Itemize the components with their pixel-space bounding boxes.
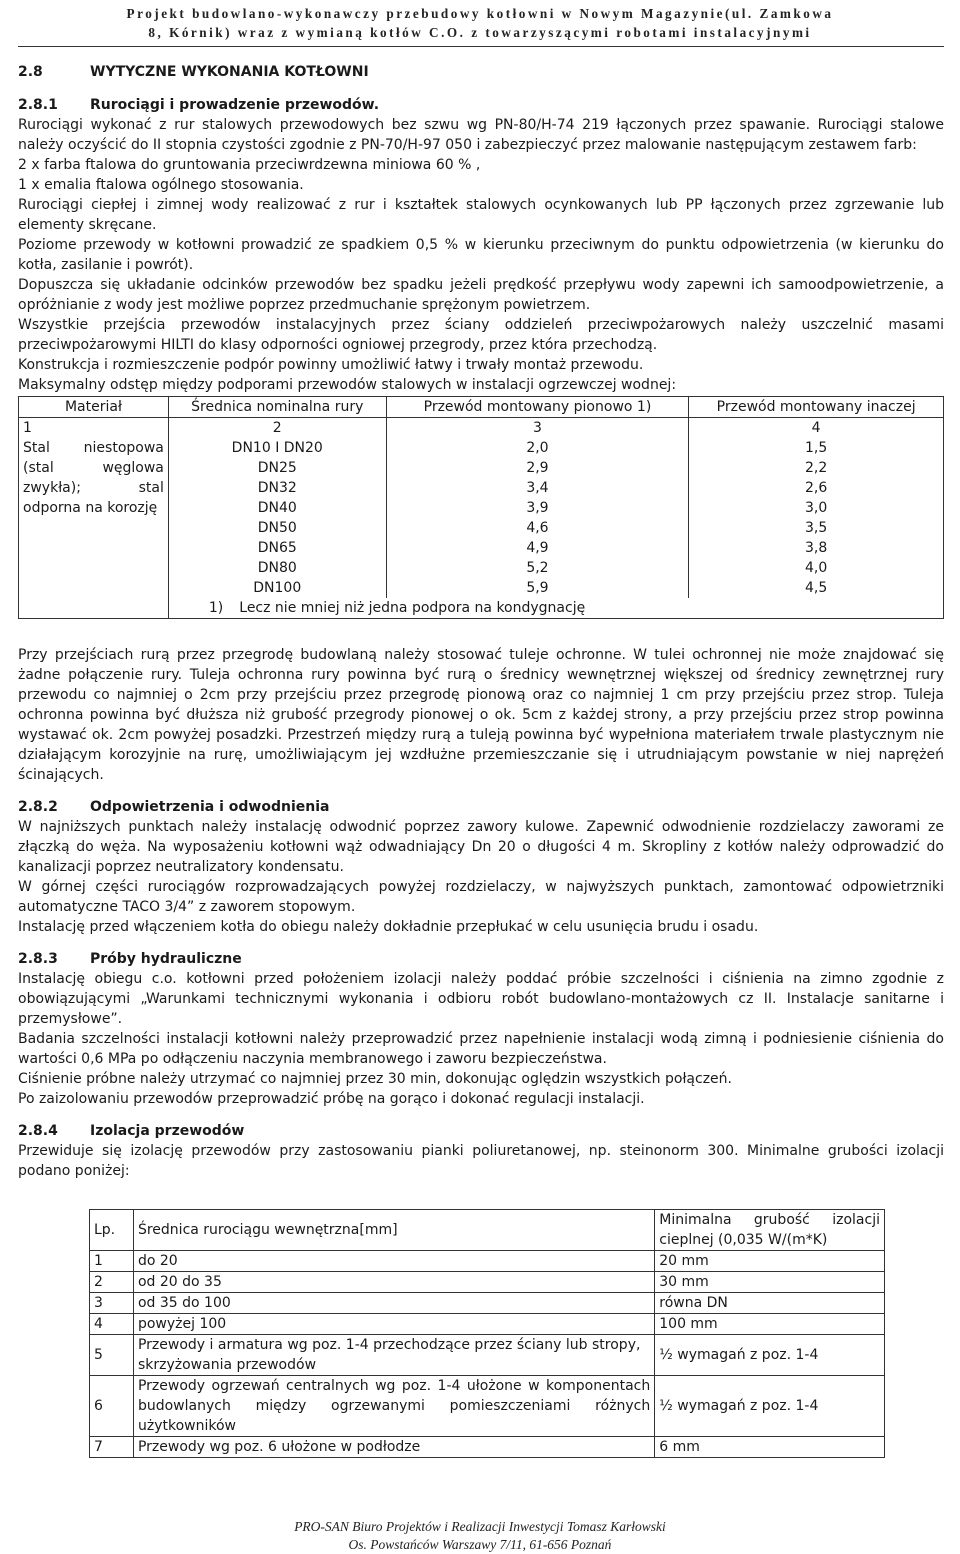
paragraph: Badania szczelności instalacji kotłowni należy przeprowadzić przez napełnienie instalacji wodą zimną i podniesienie ciśnienia do wartości 0,6 MPa po odłączeniu naczynia membranowego i zaworu bezpieczeństwa. [18, 1031, 944, 1067]
table-cell: 4,6 [386, 518, 689, 538]
section-2-8-1-heading: 2.8.1 Rurociągi i prowadzenie przewodów. [18, 97, 380, 113]
table-cell: 2 [168, 418, 386, 439]
table-cell: 2,0 [386, 438, 689, 458]
table-header-cell: Średnica rurociągu wewnętrzna[mm] [133, 1210, 654, 1251]
table-cell: 1,5 [689, 438, 944, 458]
paragraph: Rurociągi ciepłej i zimnej wody realizować z rur i kształtek stalowych ocynkowanych lub PP łączonych przez zgrzewanie lub elementy skręcane. [18, 197, 944, 233]
footer-line-2: Os. Powstańców Warszawy 7/11, 61-656 Poznań [348, 1537, 612, 1552]
document-body [18, 62, 944, 1458]
table-cell: 2,2 [689, 458, 944, 478]
paragraph: Maksymalny odstęp między podporami przewodów stalowych w instalacji ogrzewczej wodnej: [18, 377, 677, 393]
table-row [90, 1335, 885, 1376]
table-row [90, 1314, 885, 1335]
table-cell: Przewody ogrzewań centralnych wg poz. 1-4 ułożone w komponentach budowlanych między ogrzewanymi pomieszczeniami różnych użytkowników [133, 1376, 654, 1437]
table-cell: 3,5 [689, 518, 944, 538]
table-cell: Przewody i armatura wg poz. 1-4 przechodzące przez ściany lub stropy, skrzyżowania przewodów [133, 1335, 654, 1376]
paragraph: W najniższych punktach należy instalację odwodnić poprzez zawory kulowe. Zapewnić odwodnienie rozdzielaczy zaworami ze złączką do węża. Na wyposażeniu kotłowni wąż odwadniający Dn 20 o długości 4 m. Skropliny z kotłów należy odprowadzić do kanalizacji poprzez neutralizatory kondensatu. [18, 819, 944, 875]
table-cell: DN100 [168, 578, 386, 598]
paragraph: Po zaizolowaniu przewodów przeprowadzić próbę na gorąco i dokonać regulacji instalacji. [18, 1091, 645, 1107]
section-2-8-4-heading: 2.8.4 Izolacja przewodów [18, 1123, 245, 1139]
footnote-mark: 1) [208, 600, 224, 616]
paragraph: Dopuszcza się układanie odcinków przewodów bez spadku jeżeli prędkość przepływu wody zapewni ich samoodpowietrzenie, a opróżnianie z wody jest możliwe poprzez przedmuchanie sprężonym powietrzem. [18, 277, 944, 313]
table-cell: 30 mm [655, 1272, 885, 1293]
table-header-row [19, 397, 944, 418]
table-cell: 3,9 [386, 498, 689, 518]
page-footer [0, 1518, 960, 1554]
table-cell: 100 mm [655, 1314, 885, 1335]
header-divider [18, 46, 944, 47]
paragraph: Instalację przed włączeniem kotła do obiegu należy dokładnie przepłukać w celu usunięcia brudu i osadu. [18, 919, 759, 935]
table-cell: DN25 [168, 458, 386, 478]
paragraph: Instalację obiegu c.o. kotłowni przed położeniem izolacji należy poddać próbie szczelności i ciśnienia na zimno zgodnie z obowiązującymi „Warunkami technicznymi wykonania i odbioru robót budowlano-montażowych cz II. Instalacje sanitarne i przemysłowe”. [18, 971, 944, 1027]
paragraph: Ciśnienie próbne należy utrzymać co najmniej przez 30 min, dokonując oględzin wszystkich połączeń. [18, 1071, 732, 1087]
footer-line-1: PRO-SAN Biuro Projektów i Realizacji Inwestycji Tomasz Karłowski [294, 1519, 666, 1534]
table-row [90, 1293, 885, 1314]
table-cell: 5 [90, 1335, 134, 1376]
table-cell: 4,0 [689, 558, 944, 578]
table-cell: DN32 [168, 478, 386, 498]
table-cell: 3 [90, 1293, 134, 1314]
paragraph: Rurociągi wykonać z rur stalowych przewodowych bez szwu wg PN-80/H-74 219 łączonych przez spawanie. Rurociągi stalowe należy oczyścić do II stopnia czystości zgodnie z PN-70/H-97 050 i zabezpieczyć przez malowanie następującym zestawem farb: [18, 117, 944, 153]
table-cell: DN80 [168, 558, 386, 578]
material-cell: Stal niestopowa (stal węglowa zwykła); stal odporna na korozję [19, 438, 169, 619]
table-header-row [90, 1210, 885, 1251]
table-row [90, 1437, 885, 1458]
section-2-8-3-heading: 2.8.3 Próby hydrauliczne [18, 951, 242, 967]
table-cell: Przewody wg poz. 6 ułożone w podłodze [133, 1437, 654, 1458]
table-cell: 20 mm [655, 1251, 885, 1272]
table-cell: ½ wymagań z poz. 1-4 [655, 1335, 885, 1376]
table-cell: 3,0 [689, 498, 944, 518]
table-header-cell: Materiał [19, 397, 169, 418]
table-row [90, 1251, 885, 1272]
table-cell: ½ wymagań z poz. 1-4 [655, 1376, 885, 1437]
table-cell: 4 [90, 1314, 134, 1335]
table-header-cell: Przewód montowany inaczej [689, 397, 944, 418]
table-cell: DN65 [168, 538, 386, 558]
table-cell: 3 [386, 418, 689, 439]
table-cell: 4,5 [689, 578, 944, 598]
table-cell: 2 [90, 1272, 134, 1293]
table-cell: 2,6 [689, 478, 944, 498]
table-cell: 1 [19, 418, 169, 439]
table-cell: 3,8 [689, 538, 944, 558]
table-header-cell: Średnica nominalna rury [168, 397, 386, 418]
paragraph: 1 x emalia ftalowa ogólnego stosowania. [18, 177, 304, 193]
table-cell: 5,9 [386, 578, 689, 598]
table-cell: 1 [90, 1251, 134, 1272]
table-cell: powyżej 100 [133, 1314, 654, 1335]
table-cell: 7 [90, 1437, 134, 1458]
support-spacing-table [18, 396, 944, 619]
paragraph: Poziome przewody w kotłowni prowadzić ze spadkiem 0,5 % w kierunku przeciwnym do punktu odpowietrzenia (w kierunku do kotła, zasilanie i powrót). [18, 237, 944, 273]
table-header-cell: Przewód montowany pionowo 1) [386, 397, 689, 418]
table-cell: 3,4 [386, 478, 689, 498]
table-cell: od 20 do 35 [133, 1272, 654, 1293]
table-cell: DN40 [168, 498, 386, 518]
section-2-8-2-heading: 2.8.2 Odpowietrzenia i odwodnienia [18, 799, 330, 815]
table-row [90, 1272, 885, 1293]
table-number-row [19, 418, 944, 439]
paragraph: Konstrukcja i rozmieszczenie podpór powinny umożliwić łatwy i trwały montaż przewodu. [18, 357, 644, 373]
table-cell: 6 mm [655, 1437, 885, 1458]
table-cell: do 20 [133, 1251, 654, 1272]
table-cell: 6 [90, 1376, 134, 1437]
insulation-table [89, 1209, 885, 1458]
table-header-cell: Minimalna grubość izolacji cieplnej (0,035 W/(m*K) [655, 1210, 885, 1251]
table-row [19, 438, 944, 458]
table-cell: DN10 I DN20 [168, 438, 386, 458]
paragraph: Przewiduje się izolację przewodów przy zastosowaniu pianki poliuretanowej, np. steinonorm 300. Minimalne grubości izolacji podano poniżej: [18, 1143, 944, 1179]
table-cell: 2,9 [386, 458, 689, 478]
paragraph: Wszystkie przejścia przewodów instalacyjnych przez ściany oddzieleń przeciwpożarowych należy uszczelnić masami przeciwpożarowymi HILTI do klasy odporności ogniowej przegrody, przez która przechodzą. [18, 317, 944, 353]
paragraph: W górnej części rurociągów rozprowadzających powyżej rozdzielaczy, w najwyższych punktach, zamontować odpowietrzniki automatyczne TACO 3/4” z zaworem stopowym. [18, 879, 944, 915]
table-cell: 4 [689, 418, 944, 439]
table-cell: równa DN [655, 1293, 885, 1314]
paragraph: Przy przejściach rurą przez przegrodę budowlaną należy stosować tuleje ochronne. W tulei ochronnej nie może znajdować się żadne połączenie rury. Tuleja ochronna rury powinna być rurą o średnicy wewnętrznej większej od średnicy zewnętrznej rury przewodu co najmniej o 2cm przy przejściu przez przegrodę pionową oraz co najmniej 1 cm przy przejściu przez strop. Tuleja ochronna powinna być dłuższa niż grubość przegrody pionowej o ok. 5cm z każdej strony, a przy przejściu przez strop powinna wystawać ok. 2cm powyżej posadzki. Przestrzeń między rurą a tuleją powinna być wypełniona materiałem trwale plastycznym nie działającym korozyjnie na rurę, umożliwiającym jej wzdłużne przemieszczanie się i utrudniającym powstanie w niej naprężeń ścinających. [18, 647, 944, 783]
paragraph: 2 x farba ftalowa do gruntowania przeciwrdzewna miniowa 60 % , [18, 157, 481, 173]
running-header [0, 4, 960, 42]
table-footnote [168, 598, 943, 619]
header-line-1: Projekt budowlano-wykonawczy przebudowy kotłowni w Nowym Magazynie(ul. Zamkowa [126, 6, 834, 21]
table-cell: 5,2 [386, 558, 689, 578]
header-line-2: 8, Kórnik) wraz z wymianą kotłów C.O. z towarzyszącymi robotami instalacyjnymi [148, 25, 812, 40]
footnote-text: Lecz nie mniej niż jedna podpora na kondygnację [239, 600, 586, 616]
table-cell: 4,9 [386, 538, 689, 558]
section-2-8-heading: 2.8 WYTYCZNE WYKONANIA KOTŁOWNI [18, 64, 369, 80]
table-cell: DN50 [168, 518, 386, 538]
table-cell: od 35 do 100 [133, 1293, 654, 1314]
table-header-cell: Lp. [90, 1210, 134, 1251]
table-row [90, 1376, 885, 1437]
